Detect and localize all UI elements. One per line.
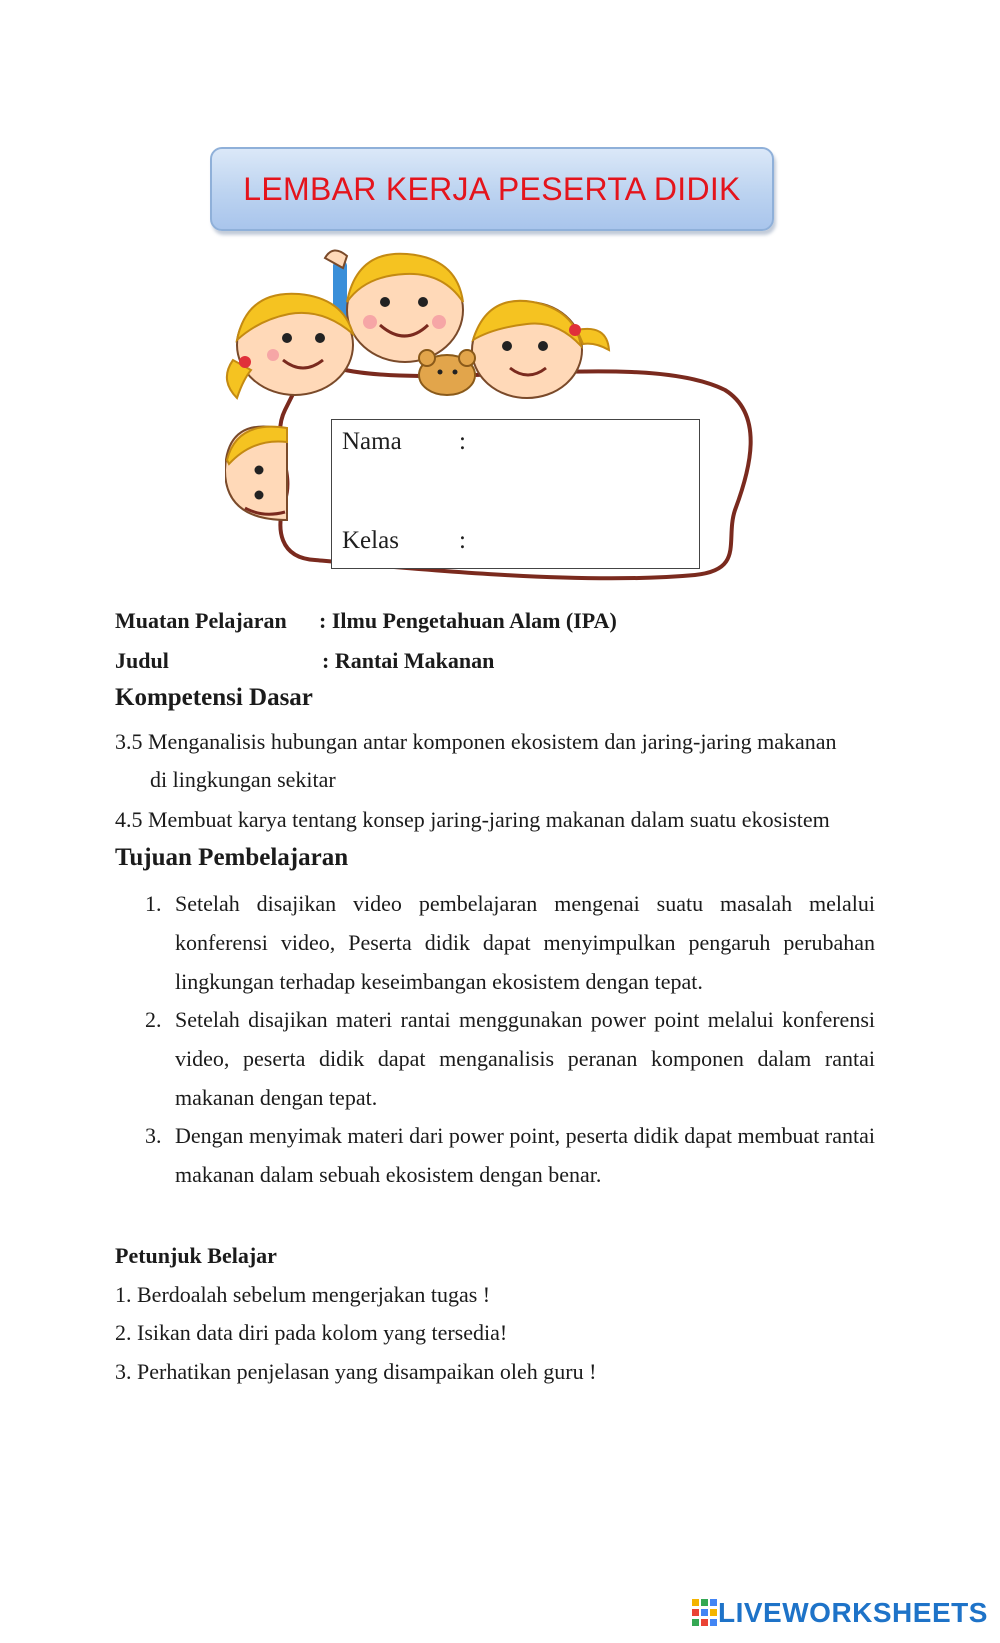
brand-text: LIVEWORKSHEETS [718,1597,988,1628]
class-input[interactable] [477,529,691,561]
kompetensi-heading: Kompetensi Dasar [115,684,313,711]
kd-1-line-2: di lingkungan sekitar [150,767,336,792]
kd-1-line-1: 3.5 Menganalisis hubungan antar komponen ekosistem dan jaring-jaring makanan [115,729,837,754]
liveworksheets-icon [692,1599,718,1627]
teddy-bear [419,350,475,395]
topic-value: : Rantai Makanan [322,648,495,673]
page-title: LEMBAR KERJA PESERTA DIDIK [243,170,741,207]
name-input[interactable] [477,430,691,462]
class-label: Kelas [342,527,399,554]
child-peeking [225,426,287,520]
liveworksheets-logo [692,1597,988,1629]
tujuan-item-2-number: 2. [145,1007,162,1032]
tujuan-item-1-number: 1. [145,891,162,916]
subject-value: : Ilmu Pengetahuan Alam (IPA) [319,608,617,633]
child-left [227,294,353,398]
petunjuk-item-1: 1. Berdoalah sebelum mengerjakan tugas ! [115,1282,491,1307]
class-colon: : [459,527,466,554]
tujuan-heading: Tujuan Pembelajaran [115,844,349,871]
petunjuk-heading: Petunjuk Belajar [115,1243,277,1268]
tujuan-item-3-number: 3. [145,1123,162,1148]
topic-label: Judul [115,648,169,673]
identity-box [331,419,700,569]
name-label: Nama [342,428,402,455]
title-banner [210,147,774,231]
tujuan-item-2-text: Setelah disajikan materi rantai menggunakan power point melalui konferensi video, peserta didik dapat menganalisis peranan komponen dalam rantai makanan dengan tepat. [175,1007,875,1110]
petunjuk-item-2: 2. Isikan data diri pada kolom yang tersedia! [115,1320,508,1345]
kd-2: 4.5 Membuat karya tentang konsep jaring-jaring makanan dalam suatu ekosistem [115,807,830,832]
petunjuk-item-3: 3. Perhatikan penjelasan yang disampaikan oleh guru ! [115,1359,597,1384]
tujuan-item-3-text: Dengan menyimak materi dari power point, peserta didik dapat membuat rantai makanan dalam sebuah ekosistem dengan benar. [175,1123,875,1187]
subject-label: Muatan Pelajaran [115,608,287,633]
name-colon: : [459,428,466,455]
tujuan-item-1-text: Setelah disajikan video pembelajaran mengenai suatu masalah melalui konferensi video, Peserta didik dapat menyimpulkan pengaruh perubahan lingkungan terhadap keseimbangan ekosistem dengan tepat. [175,891,875,994]
